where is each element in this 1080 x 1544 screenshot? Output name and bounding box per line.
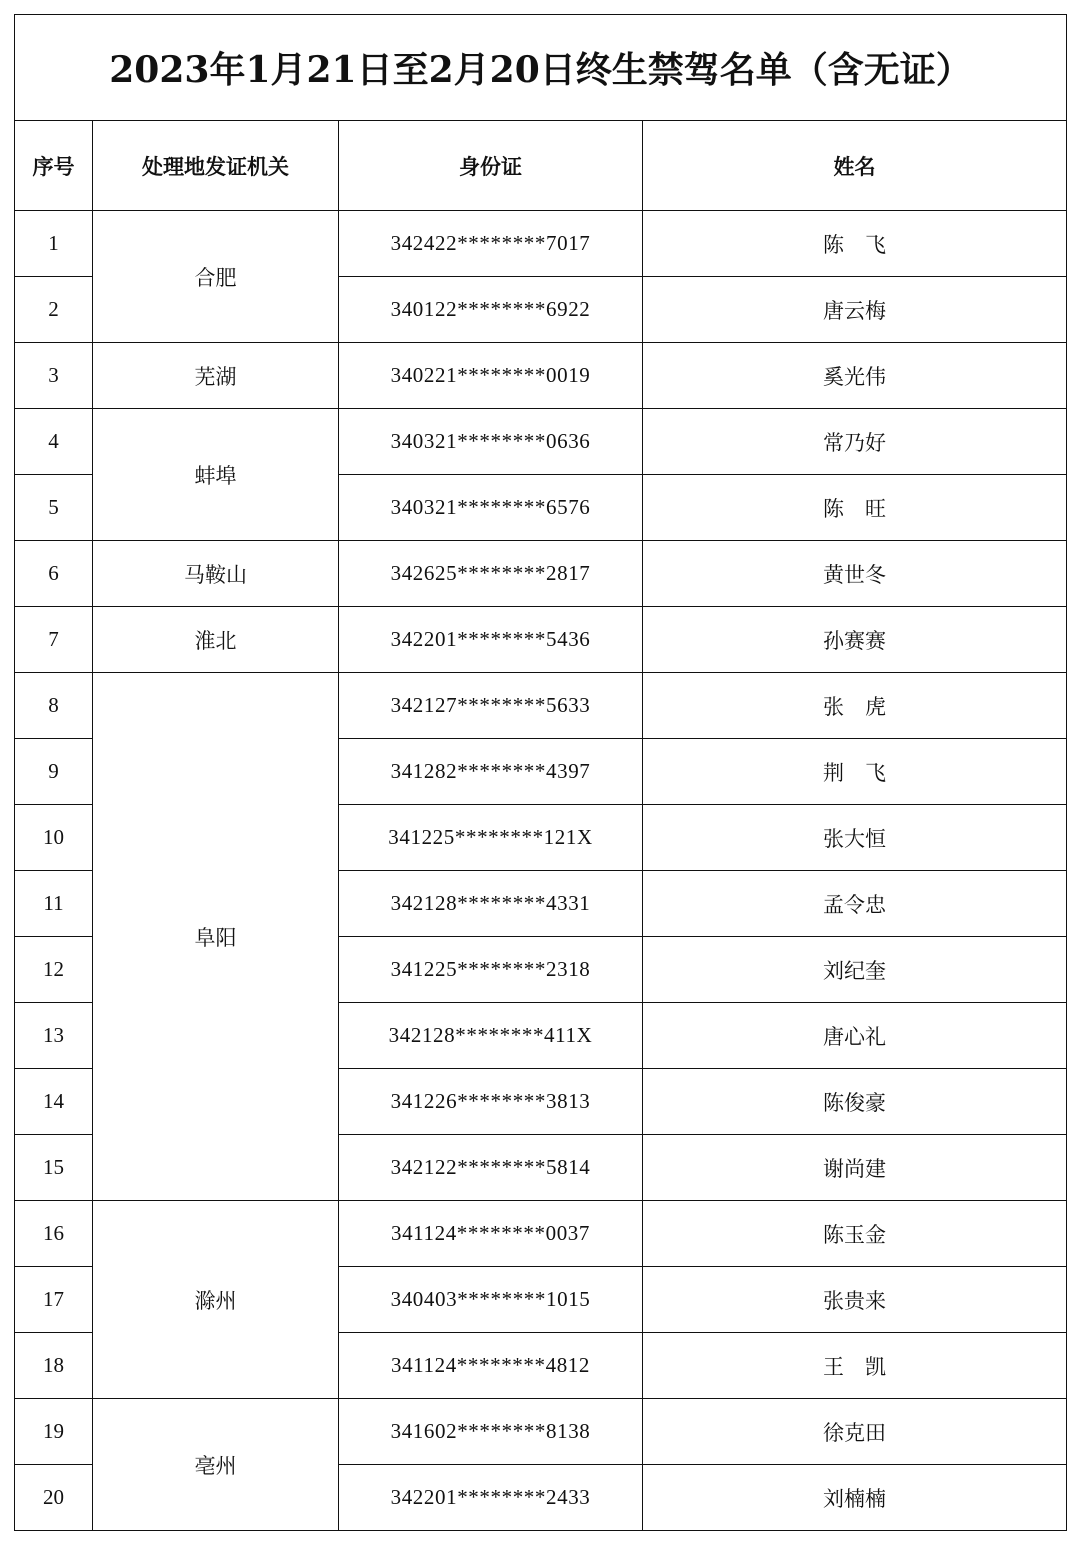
- row-seq: 15: [15, 1135, 93, 1201]
- table-row: [15, 409, 1067, 475]
- row-name: 张贵来: [643, 1267, 1067, 1333]
- row-seq: 3: [15, 343, 93, 409]
- row-id-card: 341225********2318: [339, 937, 643, 1003]
- row-id-card: 341225********121X: [339, 805, 643, 871]
- row-authority: 滁州: [93, 1201, 339, 1399]
- row-id-card: 342128********4331: [339, 871, 643, 937]
- row-id-card: 341124********4812: [339, 1333, 643, 1399]
- row-name: 唐云梅: [643, 277, 1067, 343]
- row-authority: 蚌埠: [93, 409, 339, 541]
- row-name: 陈 飞: [643, 211, 1067, 277]
- table-body: [15, 15, 1067, 1531]
- row-name: 荆 飞: [643, 739, 1067, 805]
- header-seq: 序号: [15, 121, 93, 211]
- header-row: [15, 121, 1067, 211]
- row-id-card: 341124********0037: [339, 1201, 643, 1267]
- row-name: 谢尚建: [643, 1135, 1067, 1201]
- title-row: [15, 15, 1067, 121]
- row-seq: 8: [15, 673, 93, 739]
- row-name: 徐克田: [643, 1399, 1067, 1465]
- row-id-card: 340122********6922: [339, 277, 643, 343]
- row-seq: 10: [15, 805, 93, 871]
- row-name: 王 凯: [643, 1333, 1067, 1399]
- row-id-card: 341602********8138: [339, 1399, 643, 1465]
- row-name: 陈 旺: [643, 475, 1067, 541]
- row-seq: 2: [15, 277, 93, 343]
- row-id-card: 340221********0019: [339, 343, 643, 409]
- row-name: 常乃好: [643, 409, 1067, 475]
- row-authority: 合肥: [93, 211, 339, 343]
- row-id-card: 340321********6576: [339, 475, 643, 541]
- row-seq: 17: [15, 1267, 93, 1333]
- row-seq: 11: [15, 871, 93, 937]
- table-row: [15, 541, 1067, 607]
- row-name: 陈玉金: [643, 1201, 1067, 1267]
- ban-list-table: [14, 14, 1067, 1531]
- table-row: [15, 1399, 1067, 1465]
- table-row: [15, 607, 1067, 673]
- row-seq: 6: [15, 541, 93, 607]
- row-id-card: 342201********2433: [339, 1465, 643, 1531]
- row-id-card: 342127********5633: [339, 673, 643, 739]
- header-name: 姓名: [643, 121, 1067, 211]
- row-authority: 淮北: [93, 607, 339, 673]
- row-name: 奚光伟: [643, 343, 1067, 409]
- row-seq: 16: [15, 1201, 93, 1267]
- row-seq: 7: [15, 607, 93, 673]
- row-authority: 马鞍山: [93, 541, 339, 607]
- row-seq: 20: [15, 1465, 93, 1531]
- header-id-card: 身份证: [339, 121, 643, 211]
- row-id-card: 341282********4397: [339, 739, 643, 805]
- row-name: 黄世冬: [643, 541, 1067, 607]
- row-id-card: 342625********2817: [339, 541, 643, 607]
- row-seq: 19: [15, 1399, 93, 1465]
- header-authority: 处理地发证机关: [93, 121, 339, 211]
- table-row: [15, 673, 1067, 739]
- row-authority: 阜阳: [93, 673, 339, 1201]
- row-seq: 14: [15, 1069, 93, 1135]
- table-row: [15, 1201, 1067, 1267]
- row-id-card: 342122********5814: [339, 1135, 643, 1201]
- row-name: 张 虎: [643, 673, 1067, 739]
- row-name: 孙赛赛: [643, 607, 1067, 673]
- row-name: 孟令忠: [643, 871, 1067, 937]
- row-id-card: 342201********5436: [339, 607, 643, 673]
- row-name: 张大恒: [643, 805, 1067, 871]
- row-seq: 9: [15, 739, 93, 805]
- row-name: 唐心礼: [643, 1003, 1067, 1069]
- row-name: 刘楠楠: [643, 1465, 1067, 1531]
- row-seq: 5: [15, 475, 93, 541]
- row-seq: 18: [15, 1333, 93, 1399]
- row-id-card: 342422********7017: [339, 211, 643, 277]
- table-row: [15, 343, 1067, 409]
- row-seq: 1: [15, 211, 93, 277]
- row-id-card: 340321********0636: [339, 409, 643, 475]
- row-name: 刘纪奎: [643, 937, 1067, 1003]
- row-seq: 4: [15, 409, 93, 475]
- table-row: [15, 211, 1067, 277]
- row-id-card: 340403********1015: [339, 1267, 643, 1333]
- row-seq: 13: [15, 1003, 93, 1069]
- row-seq: 12: [15, 937, 93, 1003]
- row-authority: 亳州: [93, 1399, 339, 1531]
- row-authority: 芜湖: [93, 343, 339, 409]
- row-id-card: 341226********3813: [339, 1069, 643, 1135]
- row-name: 陈俊豪: [643, 1069, 1067, 1135]
- row-id-card: 342128********411X: [339, 1003, 643, 1069]
- document-title: 2023年1月21日至2月20日终生禁驾名单（含无证）: [15, 15, 1067, 121]
